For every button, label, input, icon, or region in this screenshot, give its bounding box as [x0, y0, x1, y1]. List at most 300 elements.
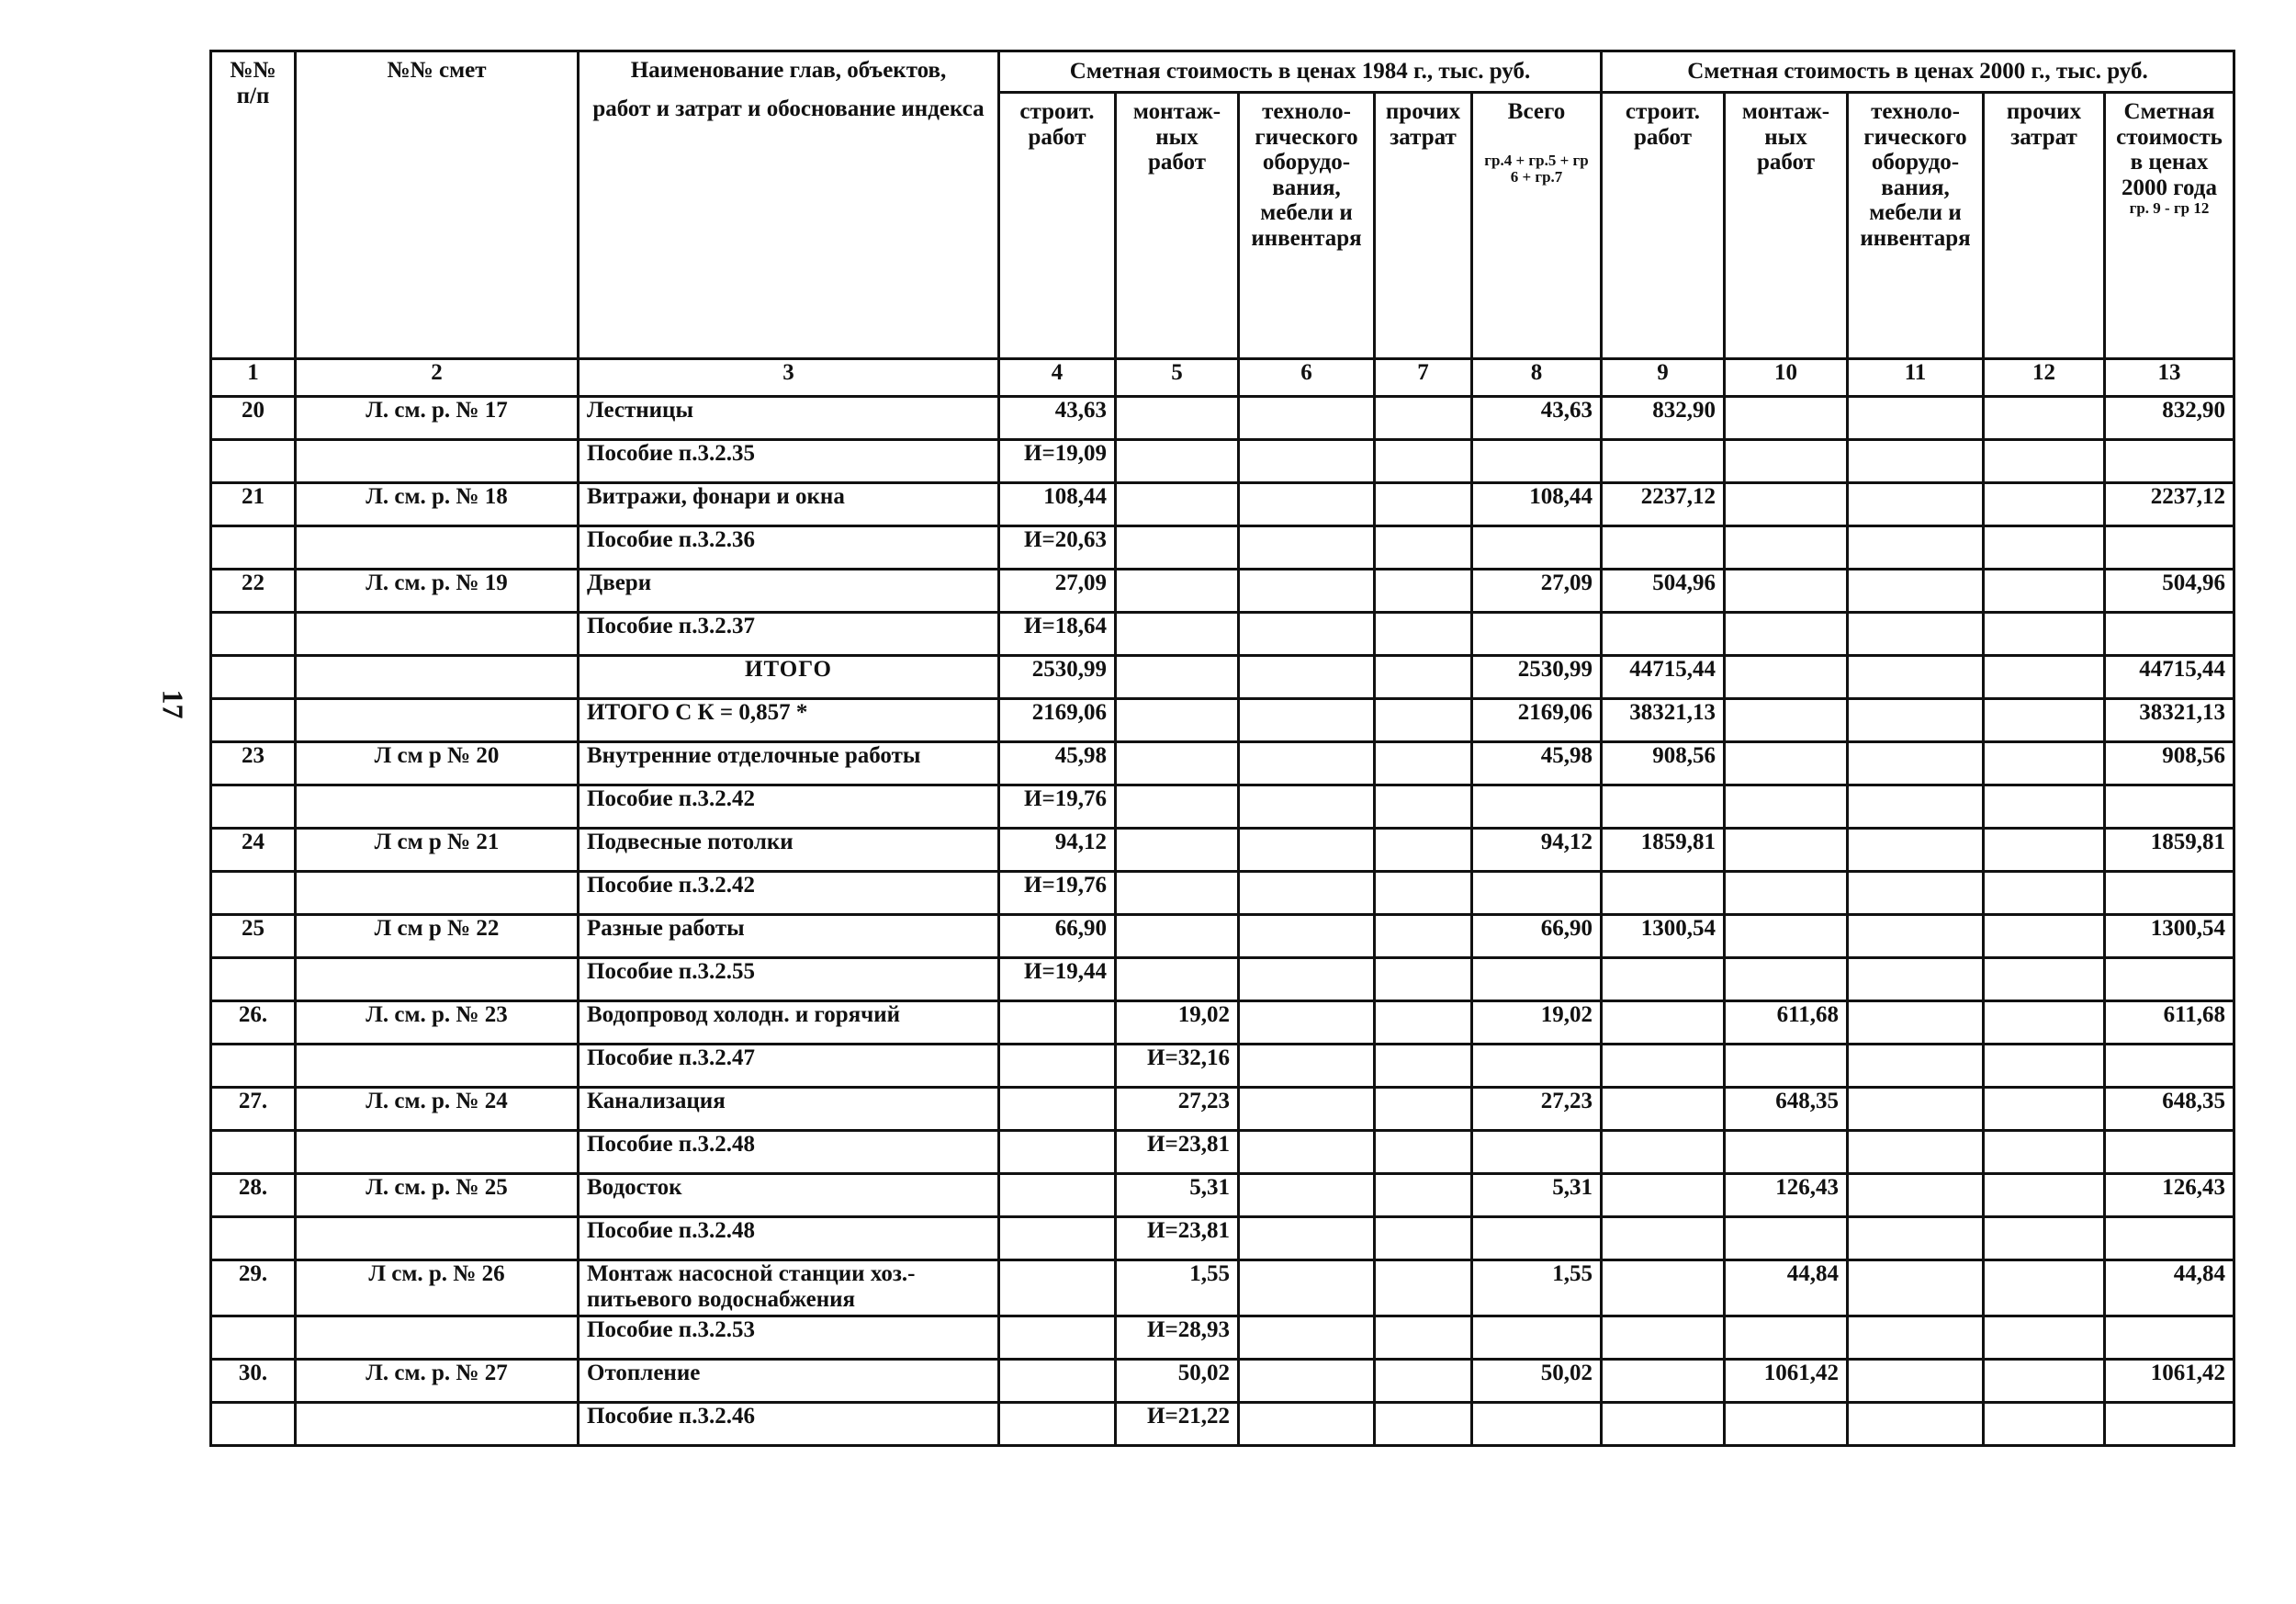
cell-c4: 2530,99	[999, 656, 1116, 699]
cell-c8: 5,31	[1472, 1174, 1602, 1217]
cell-empty	[1984, 699, 2105, 742]
header-c11: техноло-гического оборудо-вания, мебели и инвентаря	[1848, 93, 1984, 359]
cell-c5: 27,23	[1116, 1088, 1239, 1131]
cell-c10	[1725, 613, 1848, 656]
cell-c5: И=21,22	[1116, 1403, 1239, 1446]
cell-empty	[1848, 397, 1984, 440]
cell-c13: 1859,81	[2105, 829, 2234, 872]
cell-empty	[1239, 656, 1375, 699]
table-row	[211, 1045, 2234, 1088]
header-group-2000: Сметная стоимость в ценах 2000 г., тыс. руб.	[1602, 51, 2234, 93]
cell-empty	[1239, 613, 1375, 656]
cell-c13	[2105, 440, 2234, 483]
cell-name: Пособие п.3.2.55	[579, 958, 999, 1001]
cell-c13: 832,90	[2105, 397, 2234, 440]
cell-c10	[1725, 570, 1848, 613]
header-group-1984: Сметная стоимость в ценах 1984 г., тыс. руб.	[999, 51, 1602, 93]
cell-name: Разные работы	[579, 915, 999, 958]
cell-empty	[1375, 1174, 1472, 1217]
cell-c4: 94,12	[999, 829, 1116, 872]
cell-n	[211, 699, 296, 742]
cell-c4	[999, 1045, 1116, 1088]
cell-c9	[1602, 1360, 1725, 1403]
cell-c10	[1725, 1403, 1848, 1446]
cell-empty	[1848, 1316, 1984, 1360]
cell-empty	[1848, 440, 1984, 483]
table-row	[211, 742, 2234, 785]
cell-empty	[1848, 526, 1984, 570]
cell-empty	[1375, 1217, 1472, 1260]
cell-empty	[1848, 483, 1984, 526]
table-row	[211, 1174, 2234, 1217]
cell-c9	[1602, 1217, 1725, 1260]
cell-c13	[2105, 1403, 2234, 1446]
cell-empty	[1239, 958, 1375, 1001]
cell-c4: 2169,06	[999, 699, 1116, 742]
header-c12: прочих затрат	[1984, 93, 2105, 359]
cell-empty	[1375, 1360, 1472, 1403]
cell-c9: 832,90	[1602, 397, 1725, 440]
cell-c13	[2105, 1316, 2234, 1360]
cell-name: Пособие п.3.2.48	[579, 1131, 999, 1174]
cell-empty	[1375, 872, 1472, 915]
cell-empty	[1848, 915, 1984, 958]
cell-empty	[1375, 570, 1472, 613]
cell-c5: 5,31	[1116, 1174, 1239, 1217]
cell-empty	[1848, 1174, 1984, 1217]
cell-c9	[1602, 440, 1725, 483]
cell-c9	[1602, 1088, 1725, 1131]
cell-empty	[1984, 915, 2105, 958]
cell-smeta	[296, 613, 579, 656]
cell-empty	[1375, 785, 1472, 829]
table-row	[211, 1260, 2234, 1316]
cell-name: Пособие п.3.2.46	[579, 1403, 999, 1446]
cell-smeta: Л см р № 20	[296, 742, 579, 785]
column-number: 9	[1602, 359, 1725, 397]
cell-c9	[1602, 1403, 1725, 1446]
column-number: 5	[1116, 359, 1239, 397]
column-number: 6	[1239, 359, 1375, 397]
cell-empty	[1848, 1403, 1984, 1446]
cell-empty	[1375, 656, 1472, 699]
cell-c4: 45,98	[999, 742, 1116, 785]
cell-name: Пособие п.3.2.42	[579, 872, 999, 915]
cell-c13: 44,84	[2105, 1260, 2234, 1316]
cell-c8	[1472, 1045, 1602, 1088]
cell-c13: 504,96	[2105, 570, 2234, 613]
cell-c9	[1602, 785, 1725, 829]
cell-c10	[1725, 1316, 1848, 1360]
cell-name: Канализация	[579, 1088, 999, 1131]
cell-n	[211, 1316, 296, 1360]
cell-empty	[1848, 1045, 1984, 1088]
cell-c10	[1725, 1045, 1848, 1088]
cell-c8: 1,55	[1472, 1260, 1602, 1316]
cell-empty	[1984, 872, 2105, 915]
cell-n: 25	[211, 915, 296, 958]
cell-empty	[1239, 1217, 1375, 1260]
cell-empty	[1239, 1045, 1375, 1088]
cell-c10	[1725, 699, 1848, 742]
header-name-line1: Наименование глав, объектов,	[630, 58, 947, 83]
cell-c13	[2105, 1131, 2234, 1174]
table-row	[211, 613, 2234, 656]
cell-c5	[1116, 613, 1239, 656]
cell-c9	[1602, 1260, 1725, 1316]
cell-smeta	[296, 1131, 579, 1174]
cell-c10: 44,84	[1725, 1260, 1848, 1316]
cell-empty	[1984, 1174, 2105, 1217]
cell-c10	[1725, 872, 1848, 915]
cell-n	[211, 1045, 296, 1088]
cell-n: 30.	[211, 1360, 296, 1403]
cell-c10	[1725, 440, 1848, 483]
cell-smeta	[296, 526, 579, 570]
cell-c10	[1725, 829, 1848, 872]
cell-empty	[1375, 613, 1472, 656]
column-number: 12	[1984, 359, 2105, 397]
table-row	[211, 526, 2234, 570]
cell-empty	[1848, 1001, 1984, 1045]
cell-empty	[1984, 742, 2105, 785]
cell-name: Двери	[579, 570, 999, 613]
cell-n: 24	[211, 829, 296, 872]
cell-c5: И=23,81	[1116, 1217, 1239, 1260]
cell-c13: 44715,44	[2105, 656, 2234, 699]
cell-smeta	[296, 1217, 579, 1260]
cell-name: Пособие п.3.2.47	[579, 1045, 999, 1088]
cell-empty	[1375, 440, 1472, 483]
cell-empty	[1984, 1316, 2105, 1360]
table-row	[211, 1131, 2234, 1174]
cell-empty	[1239, 397, 1375, 440]
cell-c10	[1725, 958, 1848, 1001]
cell-name: Пособие п.3.2.36	[579, 526, 999, 570]
cell-empty	[1984, 1260, 2105, 1316]
cell-c13	[2105, 613, 2234, 656]
cell-c4: 108,44	[999, 483, 1116, 526]
cell-empty	[1239, 1403, 1375, 1446]
cell-c5	[1116, 785, 1239, 829]
cell-c13	[2105, 958, 2234, 1001]
column-number: 3	[579, 359, 999, 397]
cell-empty	[1239, 829, 1375, 872]
cell-empty	[1375, 915, 1472, 958]
cell-c10	[1725, 526, 1848, 570]
cell-c8: 45,98	[1472, 742, 1602, 785]
cell-empty	[1984, 613, 2105, 656]
table-row	[211, 1403, 2234, 1446]
cell-name: ИТОГО	[579, 656, 999, 699]
header-c7: прочих затрат	[1375, 93, 1472, 359]
cell-smeta	[296, 699, 579, 742]
cell-c4	[999, 1088, 1116, 1131]
cell-c5: 19,02	[1116, 1001, 1239, 1045]
cell-smeta: Л см р № 22	[296, 915, 579, 958]
cell-empty	[1984, 785, 2105, 829]
cell-c8	[1472, 440, 1602, 483]
cell-c8	[1472, 613, 1602, 656]
cell-n	[211, 872, 296, 915]
cell-smeta: Л. см. р. № 18	[296, 483, 579, 526]
cell-c9: 908,56	[1602, 742, 1725, 785]
cell-name: Внутренние отделочные работы	[579, 742, 999, 785]
cell-c13: 126,43	[2105, 1174, 2234, 1217]
cell-name: Пособие п.3.2.37	[579, 613, 999, 656]
cell-c13: 1061,42	[2105, 1360, 2234, 1403]
cell-empty	[1848, 872, 1984, 915]
cell-c4: И=19,76	[999, 872, 1116, 915]
cell-empty	[1984, 440, 2105, 483]
table-row	[211, 1088, 2234, 1131]
cell-c9	[1602, 1131, 1725, 1174]
header-c6: техноло-гического оборудо-вания, мебели и инвентаря	[1239, 93, 1375, 359]
cell-c9: 44715,44	[1602, 656, 1725, 699]
cell-c5	[1116, 742, 1239, 785]
page-number: 17	[156, 689, 190, 719]
cell-n	[211, 1403, 296, 1446]
cell-c8: 66,90	[1472, 915, 1602, 958]
table-row	[211, 958, 2234, 1001]
cell-n	[211, 526, 296, 570]
cell-c8: 2530,99	[1472, 656, 1602, 699]
column-number: 13	[2105, 359, 2234, 397]
header-c5: монтаж-ных работ	[1116, 93, 1239, 359]
cell-c9	[1602, 1045, 1725, 1088]
cell-n	[211, 1131, 296, 1174]
cell-name: Витражи, фонари и окна	[579, 483, 999, 526]
cell-empty	[1239, 699, 1375, 742]
cell-n: 20	[211, 397, 296, 440]
cell-smeta: Л. см. р. № 25	[296, 1174, 579, 1217]
cell-empty	[1239, 1131, 1375, 1174]
column-number-row	[211, 359, 2234, 397]
cell-c9	[1602, 1174, 1725, 1217]
cell-c4	[999, 1001, 1116, 1045]
table-row	[211, 570, 2234, 613]
cell-c5: 1,55	[1116, 1260, 1239, 1316]
header-col-number: №№ п/п	[211, 51, 296, 359]
cell-empty	[1984, 570, 2105, 613]
cell-c5	[1116, 397, 1239, 440]
cell-c5	[1116, 526, 1239, 570]
cell-empty	[1984, 1217, 2105, 1260]
cell-empty	[1239, 785, 1375, 829]
cell-smeta	[296, 958, 579, 1001]
cell-c4	[999, 1316, 1116, 1360]
cell-c9: 1300,54	[1602, 915, 1725, 958]
cell-c10	[1725, 742, 1848, 785]
table-row	[211, 1316, 2234, 1360]
cell-c8: 50,02	[1472, 1360, 1602, 1403]
cell-c9	[1602, 526, 1725, 570]
cell-smeta	[296, 1045, 579, 1088]
header-c4: строит. работ	[999, 93, 1116, 359]
cell-empty	[1239, 1088, 1375, 1131]
cell-empty	[1848, 699, 1984, 742]
column-number: 2	[296, 359, 579, 397]
table-row	[211, 699, 2234, 742]
cell-name: Водопровод холодн. и горячий	[579, 1001, 999, 1045]
table-row	[211, 1360, 2234, 1403]
cell-c5	[1116, 483, 1239, 526]
cell-c13: 611,68	[2105, 1001, 2234, 1045]
cell-empty	[1239, 570, 1375, 613]
cell-n	[211, 785, 296, 829]
cell-c4: И=19,44	[999, 958, 1116, 1001]
cell-c4: 66,90	[999, 915, 1116, 958]
cell-c10	[1725, 1217, 1848, 1260]
cell-name: Водосток	[579, 1174, 999, 1217]
cell-c10: 1061,42	[1725, 1360, 1848, 1403]
cell-c8: 108,44	[1472, 483, 1602, 526]
cell-c5	[1116, 570, 1239, 613]
cell-empty	[1848, 1217, 1984, 1260]
header-c8-formula: гр.4 + гр.5 + гр 6 + гр.7	[1484, 151, 1589, 186]
cell-name: Пособие п.3.2.53	[579, 1316, 999, 1360]
cell-name: Монтаж насосной станции хоз.-питьевого водоснабжения	[579, 1260, 999, 1316]
cell-smeta: Л. см. р. № 19	[296, 570, 579, 613]
cell-n: 26.	[211, 1001, 296, 1045]
cell-c13	[2105, 1045, 2234, 1088]
cell-name: Отопление	[579, 1360, 999, 1403]
cell-empty	[1239, 1174, 1375, 1217]
cell-smeta	[296, 440, 579, 483]
table-row	[211, 829, 2234, 872]
cell-n	[211, 656, 296, 699]
cell-c5: И=28,93	[1116, 1316, 1239, 1360]
cell-n	[211, 440, 296, 483]
cell-empty	[1239, 483, 1375, 526]
cell-c10: 126,43	[1725, 1174, 1848, 1217]
cell-empty	[1375, 829, 1472, 872]
cell-empty	[1375, 742, 1472, 785]
table-row	[211, 785, 2234, 829]
cell-n: 22	[211, 570, 296, 613]
header-c8	[1472, 93, 1602, 359]
cell-empty	[1984, 483, 2105, 526]
cell-c5: 50,02	[1116, 1360, 1239, 1403]
cell-empty	[1848, 1260, 1984, 1316]
header-c10: монтаж-ных работ	[1725, 93, 1848, 359]
header-c8-label: Всего	[1507, 99, 1566, 124]
cell-empty	[1375, 958, 1472, 1001]
cell-c13: 38321,13	[2105, 699, 2234, 742]
cell-empty	[1848, 613, 1984, 656]
cell-c13	[2105, 872, 2234, 915]
header-row-top	[211, 51, 2234, 93]
cell-c4: 43,63	[999, 397, 1116, 440]
cell-empty	[1239, 1316, 1375, 1360]
cell-c9: 2237,12	[1602, 483, 1725, 526]
cell-empty	[1375, 397, 1472, 440]
cell-c5: И=23,81	[1116, 1131, 1239, 1174]
cell-c9: 504,96	[1602, 570, 1725, 613]
cell-empty	[1848, 829, 1984, 872]
cell-c8: 43,63	[1472, 397, 1602, 440]
table-row	[211, 440, 2234, 483]
cell-n: 28.	[211, 1174, 296, 1217]
cell-empty	[1375, 483, 1472, 526]
cell-c4: И=19,09	[999, 440, 1116, 483]
cell-c4: 27,09	[999, 570, 1116, 613]
cell-empty	[1984, 1045, 2105, 1088]
cell-smeta: Л. см. р. № 24	[296, 1088, 579, 1131]
cell-c8: 94,12	[1472, 829, 1602, 872]
cell-c5: И=32,16	[1116, 1045, 1239, 1088]
cell-c9	[1602, 613, 1725, 656]
cell-c8	[1472, 1131, 1602, 1174]
table-row	[211, 1217, 2234, 1260]
cell-empty	[1375, 1403, 1472, 1446]
cell-name: Пособие п.3.2.48	[579, 1217, 999, 1260]
cell-smeta	[296, 872, 579, 915]
cell-c9	[1602, 872, 1725, 915]
cell-c8	[1472, 1403, 1602, 1446]
header-c9: строит. работ	[1602, 93, 1725, 359]
cell-empty	[1375, 1045, 1472, 1088]
table-body	[211, 397, 2234, 1446]
cell-smeta: Л. см. р. № 27	[296, 1360, 579, 1403]
cell-empty	[1239, 742, 1375, 785]
cell-n	[211, 1217, 296, 1260]
cell-c9	[1602, 1001, 1725, 1045]
cell-empty	[1239, 1360, 1375, 1403]
cell-n	[211, 613, 296, 656]
cell-empty	[1375, 526, 1472, 570]
table-row	[211, 483, 2234, 526]
cell-empty	[1375, 1088, 1472, 1131]
cell-c4: И=20,63	[999, 526, 1116, 570]
cell-smeta	[296, 1316, 579, 1360]
cell-c9	[1602, 958, 1725, 1001]
cell-c8	[1472, 785, 1602, 829]
cell-c4: И=19,76	[999, 785, 1116, 829]
cell-c13: 1300,54	[2105, 915, 2234, 958]
cell-smeta: Л см р № 21	[296, 829, 579, 872]
cell-empty	[1375, 699, 1472, 742]
table-row	[211, 397, 2234, 440]
cell-c4	[999, 1360, 1116, 1403]
cell-smeta: Л. см. р. № 17	[296, 397, 579, 440]
column-number: 10	[1725, 359, 1848, 397]
cell-smeta: Л. см. р. № 23	[296, 1001, 579, 1045]
cell-c13	[2105, 785, 2234, 829]
cell-c10	[1725, 483, 1848, 526]
cell-n: 27.	[211, 1088, 296, 1131]
cell-c8	[1472, 958, 1602, 1001]
header-c13-label: Сметная стоимость в ценах 2000 года	[2116, 99, 2223, 200]
cell-name: Подвесные потолки	[579, 829, 999, 872]
cell-n: 23	[211, 742, 296, 785]
cell-c5	[1116, 958, 1239, 1001]
cell-empty	[1984, 958, 2105, 1001]
cell-empty	[1375, 1131, 1472, 1174]
cell-c13: 2237,12	[2105, 483, 2234, 526]
cell-c13	[2105, 1217, 2234, 1260]
cell-name: Пособие п.3.2.35	[579, 440, 999, 483]
cell-smeta	[296, 1403, 579, 1446]
cell-empty	[1239, 440, 1375, 483]
cell-c4	[999, 1131, 1116, 1174]
cell-c10	[1725, 785, 1848, 829]
cell-c5	[1116, 656, 1239, 699]
cell-c4	[999, 1217, 1116, 1260]
cell-c8: 27,09	[1472, 570, 1602, 613]
cell-empty	[1239, 872, 1375, 915]
cell-name: Лестницы	[579, 397, 999, 440]
